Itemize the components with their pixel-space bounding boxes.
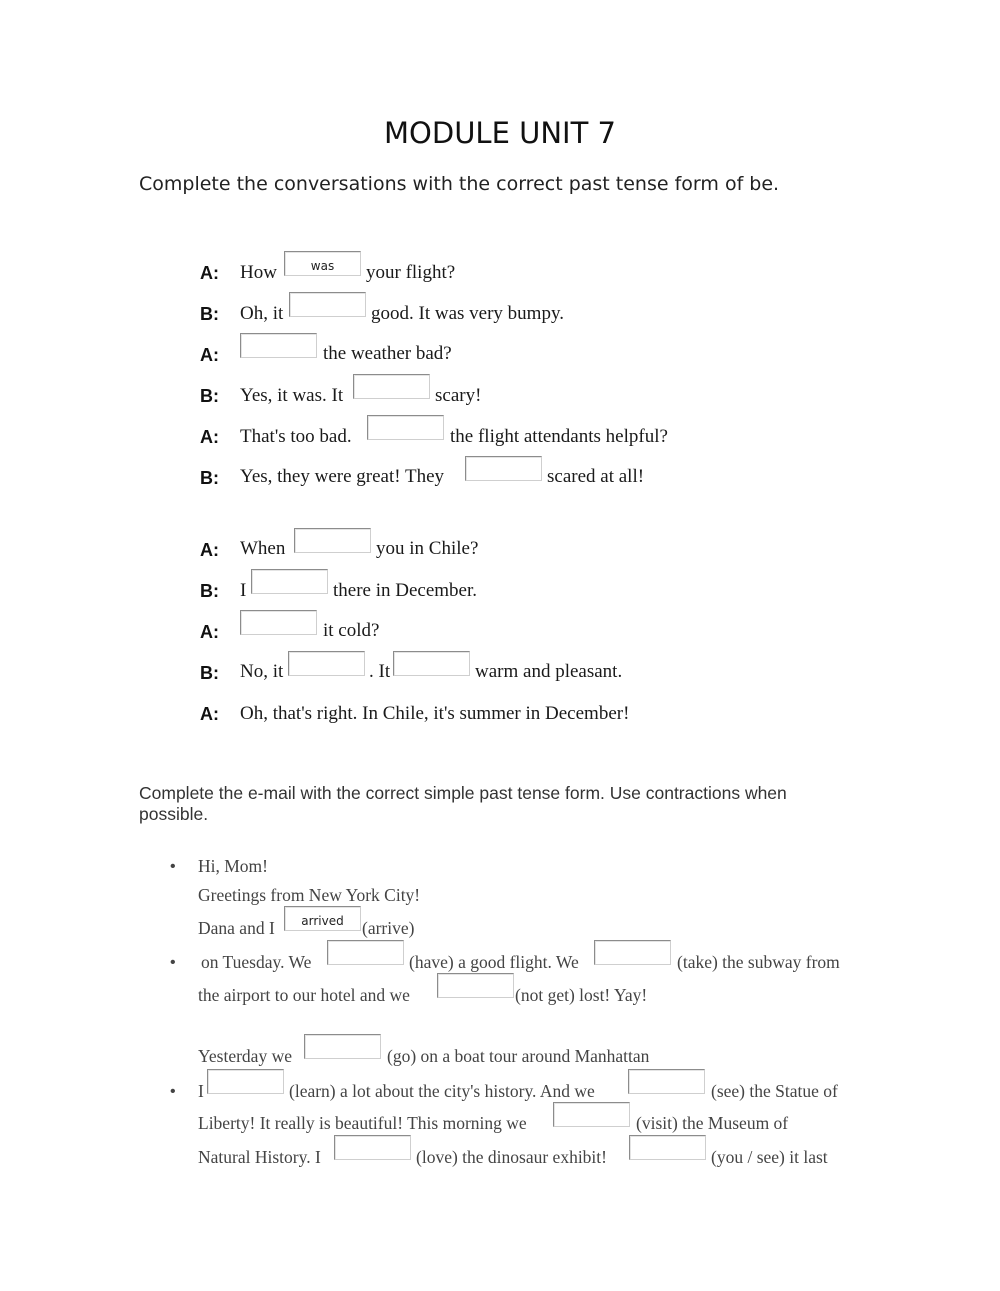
email-text: (not get) lost! Yay! <box>515 985 648 1005</box>
speaker-label: B: <box>200 304 219 324</box>
answer-input[interactable] <box>629 1135 706 1160</box>
line-text: When <box>240 538 286 559</box>
line-text: your flight? <box>366 262 456 283</box>
answer-input[interactable] <box>288 651 365 676</box>
email-text: (go) on a boat tour around Manhattan <box>387 1046 650 1066</box>
line-text: the flight attendants helpful? <box>450 426 668 447</box>
email-text: (you / see) it last <box>711 1147 828 1167</box>
answer-input[interactable] <box>327 940 404 965</box>
email-text: Liberty! It really is beautiful! This morning we <box>198 1113 527 1133</box>
speaker-label: B: <box>200 663 219 683</box>
line-text: Yes, they were great! They <box>240 466 445 487</box>
email-text: (arrive) <box>362 918 415 938</box>
line-text: you in Chile? <box>376 538 479 559</box>
line-text: good. It was very bumpy. <box>371 303 564 324</box>
answer-input[interactable] <box>353 374 430 399</box>
speaker-label: A: <box>200 540 219 560</box>
line-text: That's too bad. <box>240 426 352 447</box>
answer-input[interactable] <box>628 1069 705 1094</box>
speaker-label: A: <box>200 345 219 365</box>
email-text: Yesterday we <box>198 1046 292 1066</box>
answer-input[interactable] <box>594 940 671 965</box>
email-text: Dana and I <box>198 918 275 938</box>
answer-input[interactable] <box>251 569 328 594</box>
line-text: I <box>240 580 247 601</box>
email-text: (have) a good flight. We <box>409 952 579 972</box>
speaker-label: B: <box>200 386 219 406</box>
line-text: Oh, it <box>240 303 284 324</box>
line-text: Oh, that's right. In Chile, it's summer in December! <box>240 703 630 724</box>
speaker-label: B: <box>200 581 219 601</box>
answer-input[interactable] <box>465 456 542 481</box>
answer-input[interactable] <box>334 1135 411 1160</box>
speaker-label: B: <box>200 468 219 488</box>
email-text: I <box>198 1081 204 1101</box>
answer-input[interactable] <box>284 251 361 276</box>
line-text: it cold? <box>323 620 380 641</box>
answer-input[interactable] <box>289 292 366 317</box>
bullet: • <box>170 954 176 971</box>
answer-input[interactable] <box>284 906 361 931</box>
conversation-instruction: Complete the conversations with the correct past tense form of be. <box>139 173 780 195</box>
answer-input[interactable] <box>240 610 317 635</box>
email-text: (learn) a lot about the city's history. And we <box>289 1081 595 1101</box>
line-text: scared at all! <box>547 466 645 487</box>
bullet: • <box>170 1083 176 1100</box>
answer-input[interactable] <box>393 651 470 676</box>
email-text: (visit) the Museum of <box>636 1113 789 1133</box>
speaker-label: A: <box>200 704 219 724</box>
line-text: Yes, it was. It <box>240 385 344 406</box>
email-text: on Tuesday. We <box>201 952 312 972</box>
answer-input[interactable] <box>294 528 371 553</box>
line-text: No, it <box>240 661 284 682</box>
email-text: (see) the Statue of <box>711 1081 838 1101</box>
email-text: Natural History. I <box>198 1147 321 1167</box>
line-text: there in December. <box>333 580 478 601</box>
email-text: Hi, Mom! <box>198 856 268 876</box>
line-text: warm and pleasant. <box>475 661 623 682</box>
answer-input[interactable] <box>304 1034 381 1059</box>
email-text: the airport to our hotel and we <box>198 985 410 1005</box>
line-text: . It <box>369 661 391 682</box>
line-text: How <box>240 262 277 283</box>
email-text: (take) the subway from <box>677 952 840 972</box>
email-instruction: Complete the e-mail with the correct simple past tense form. Use contractions when possible. <box>139 783 787 824</box>
line-text: the weather bad? <box>323 343 452 364</box>
answer-input[interactable] <box>437 973 514 998</box>
email-text: Greetings from New York City! <box>198 885 421 905</box>
speaker-label: A: <box>200 263 219 283</box>
email-text: (love) the dinosaur exhibit! <box>416 1147 607 1167</box>
answer-input[interactable] <box>553 1102 630 1127</box>
answer-input[interactable] <box>207 1069 284 1094</box>
speaker-label: A: <box>200 622 219 642</box>
line-text: scary! <box>435 385 482 406</box>
answer-input[interactable] <box>240 333 317 358</box>
bullet: • <box>170 858 176 875</box>
answer-input[interactable] <box>367 415 444 440</box>
page-title: MODULE UNIT 7 <box>384 116 616 150</box>
speaker-label: A: <box>200 427 219 447</box>
